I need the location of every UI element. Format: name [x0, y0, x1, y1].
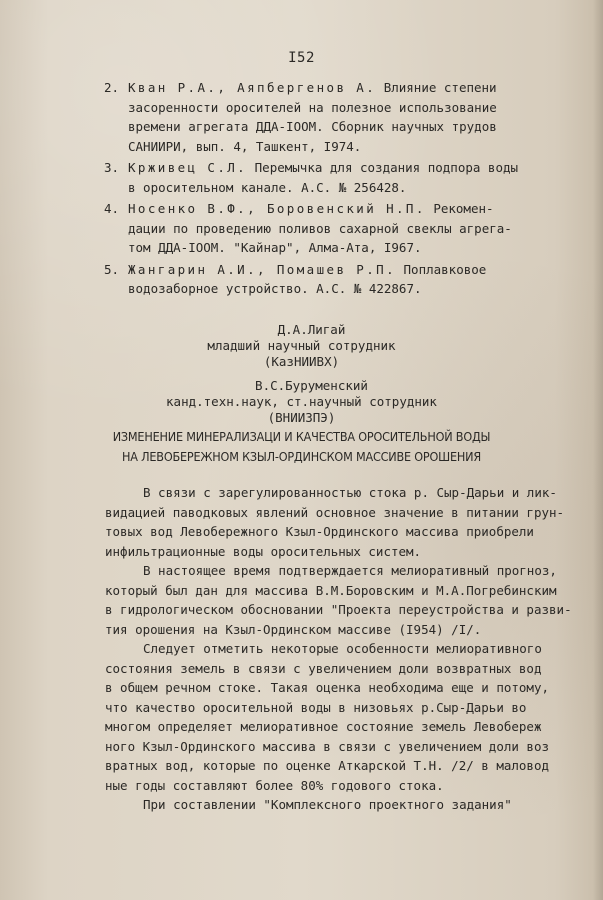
author-block [0, 322, 603, 370]
reference-author: Носенко В.Ф., Боровенский Н.П. [128, 201, 426, 216]
paragraph-line: ные годы составляют более 80% годового стока. [105, 777, 444, 793]
reference-text-line: Перемычка для создания подпора воды [254, 160, 519, 175]
reference-text-line: дации по проведению поливов сахарной свеклы агрега- [128, 220, 512, 236]
reference-text-line: Рекомен- [433, 201, 494, 216]
reference-text-line: том ДДА-IООМ. "Кайнар", Алма-Ата, I967. [128, 240, 422, 255]
paragraph-line: инфильтрационные воды оросительных систем. [105, 543, 422, 559]
reference-item [104, 260, 574, 299]
reference-item [104, 199, 574, 258]
author-organization: (ВНИИЗПЭ) [267, 410, 336, 425]
reference-list [104, 78, 574, 301]
paragraph [105, 561, 575, 639]
paragraph-line: вратных вод, которые по оценке Аткарской Т.Н. /2/ в маловод [105, 758, 550, 773]
page-number: I52 [288, 50, 315, 66]
paragraph-line: При составлении "Комплексного проектного задания" [143, 797, 512, 812]
paragraph-line: что качество оросительной воды в низовьях р.Сыр-Дарьи во [105, 699, 527, 715]
reference-text-line: в оросительном канале. А.С. № 256428. [128, 179, 407, 195]
paragraph [105, 483, 575, 561]
author-position: канд.техн.наук, ст.научный сотрудник [166, 394, 437, 409]
reference-number: 2. [104, 80, 120, 95]
paragraph-line: В связи с зарегулированностью стока р. Сыр-Дарьи и лик- [143, 485, 557, 500]
reference-number: 4. [104, 201, 120, 216]
author-block [0, 378, 603, 426]
reference-text-line: времени агрегата ДДА-IООМ. Сборник научных трудов [128, 119, 497, 134]
reference-text-line: Поплавковое [403, 261, 487, 277]
paragraph-line: товых вод Левобережного Кзыл-Ординского массива приобрели [105, 524, 534, 539]
paragraph-line: тия орошения на Кзыл-Ординском массиве (I954) /I/. [105, 621, 482, 637]
reference-number: 3. [104, 160, 120, 175]
paragraph-line: в общем речном стоке. Такая оценка необходима еще и потому, [105, 680, 550, 695]
paragraph-line: ного Кзыл-Ординского массива в связи с увеличением доли воз [105, 738, 550, 754]
reference-author: Кван Р.А., Аяпбергенов А. [128, 80, 377, 95]
paragraph-line: состояния земель в связи с увеличением доли возвратных вод [105, 660, 542, 676]
paragraph-line: который был дан для массива В.М.Боровским и М.А.Погребинским [105, 582, 557, 598]
author-organization: (КазНИИВХ) [263, 354, 340, 369]
author-name: Д.А.Лигай [277, 322, 346, 337]
reference-text-line: Влияние степени [383, 80, 497, 95]
reference-author: Жангарин А.И., Помашев Р.П. [128, 261, 396, 277]
paragraph-line: в гидрологическом обосновании "Проекта переустройства и разви- [105, 602, 572, 617]
reference-text-line: САНИИРИ, вып. 4, Ташкент, I974. [128, 138, 362, 154]
author-name: В.С.Буруменский [255, 378, 368, 393]
paragraph-line: многом определяет мелиоративное состояние земель Левобереж [105, 719, 542, 734]
reference-number: 5. [104, 261, 120, 277]
reference-text-line: засоренности оросителей на полезное использование [128, 99, 497, 115]
title-line: НА ЛЕВОБЕРЕЖНОМ КЗЫЛ-ОРДИНСКОМ МАССИВЕ ОРОШЕНИЯ [122, 449, 481, 464]
paragraph [105, 639, 575, 795]
article-body [105, 483, 575, 815]
reference-item [104, 78, 574, 156]
paragraph-line: Следует отметить некоторые особенности мелиоративного [143, 641, 542, 656]
paragraph-line: В настоящее время подтверждается мелиоративный прогноз, [143, 563, 557, 578]
author-list [0, 322, 603, 434]
reference-item [104, 158, 574, 197]
reference-author: Крживец С.Л. [128, 160, 248, 175]
title-line: ИЗМЕНЕНИЕ МИНЕРАЛИЗАЦИ И КАЧЕСТВА ОРОСИТЕЛЬНОЙ ВОДЫ [112, 429, 491, 444]
reference-text-line: водозаборное устройство. А.С. № 422867. [128, 281, 422, 296]
article-title [0, 427, 603, 467]
paragraph [105, 795, 575, 815]
paragraph-line: видацией паводковых явлений основное значение в питании грун- [105, 504, 565, 520]
author-position: младший научный сотрудник [207, 338, 396, 353]
